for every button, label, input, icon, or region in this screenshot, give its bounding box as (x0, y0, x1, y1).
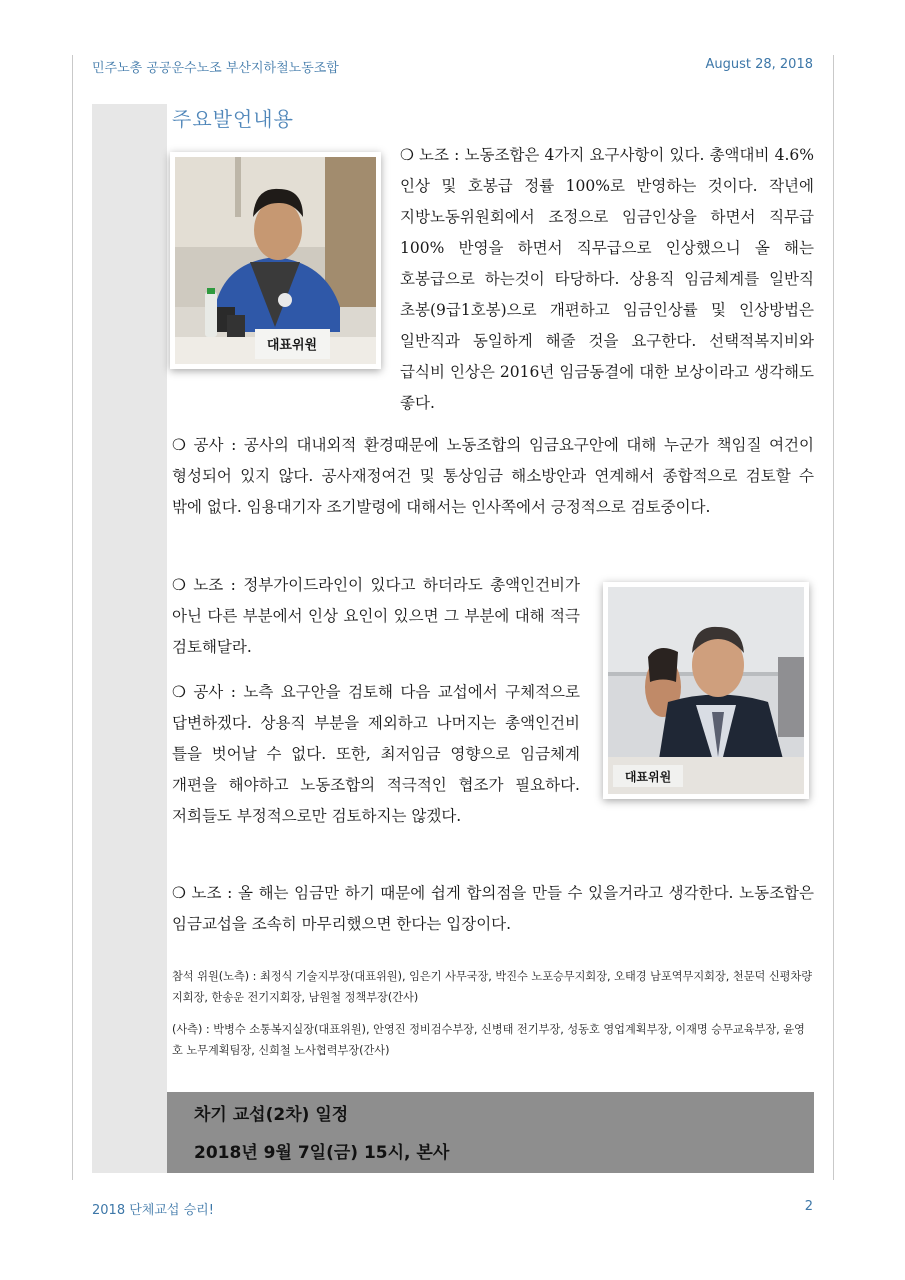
photo-company-representative (603, 582, 809, 799)
sidebar-band (92, 104, 167, 1173)
next-meeting-detail: 2018년 9월 7일(금) 15시, 본사 (194, 1143, 450, 1163)
paragraph-3: ❍ 노조 : 정부가이드라인이 있다고 하더라도 총액인건비가 아닌 다른 부분에서 인상 요인이 있으면 그 부분에 대해 적극 검토해달라. (172, 576, 580, 656)
attendees-company: (사측) : 박병수 소통복지실장(대표위원), 안영진 정비검수부장, 신병태 전기부장, 성동호 영업계획부장, 이재명 승무교육부장, 윤영호 노무계획팀장, 신희철 노사협력부장(간사) (172, 1023, 805, 1057)
photo1-caption: 대표위원 (266, 338, 318, 353)
paragraph-2: ❍ 공사 : 공사의 대내외적 환경때문에 노동조합의 임금요구안에 대해 누군가 책임질 여건이 형성되어 있지 않다. 공사재정여건 및 통상임금 해소방안과 연계해서 종합적으로 검토할 수 밖에 없다. 임용대기자 조기발령에 대해서는 인사쪽에서 긍정적으로 검토중이다. (172, 436, 814, 516)
header-date: August 28, 2018 (705, 57, 813, 72)
header-org: 민주노총 공공운수노조 부산지하철노동조합 (92, 61, 339, 76)
photo-union-representative (170, 152, 381, 369)
left-rule (72, 55, 73, 1180)
page-number: 2 (804, 1199, 813, 1214)
attendees-union: 참석 위원(노측) : 최정식 기술지부장(대표위원), 임은기 사무국장, 박진수 노포승무지회장, 오태경 남포역무지회장, 천문덕 신평차량지회장, 한송운 전기지회장, 남원철 정책부장(간사) (172, 970, 813, 1004)
paragraph-1: ❍ 노조 : 노동조합은 4가지 요구사항이 있다. 총액대비 4.6% 인상 및 호봉급 정률 100%로 반영하는 것이다. 작년에 지방노동위원회에서 조정으로 임금인상을 하면서 직무급 100% 반영을 하면서 직무급으로 인상했으니 올 해는 호봉급으로 하는것이 타당하다. 상용직 임금체계를 일반직 초봉(9급1호봉)으로 개편하고 임금인상률 및 인상방법은 일반직과 동일하게 해줄 것을 요구한다. 선택적복지비와 급식비 인상은 2016년 임금동결에 대한 보상이라고 생각해도 좋다. (400, 146, 814, 412)
paragraph-5: ❍ 노조 : 올 해는 임금만 하기 때문에 쉽게 합의점을 만들 수 있을거라고 생각한다. 노동조합은 임금교섭을 조속히 마무리했으면 한다는 입장이다. (172, 884, 814, 933)
next-meeting-title: 차기 교섭(2차) 일정 (194, 1105, 349, 1125)
right-rule (833, 55, 834, 1180)
paragraph-4: ❍ 공사 : 노측 요구안을 검토해 다음 교섭에서 구체적으로 답변하겠다. 상용직 부분을 제외하고 나머지는 총액인건비 틀을 벗어날 수 없다. 또한, 최저임금 영향으로 임금체계 개편을 해야하고 노동조합의 적극적인 협조가 필요하다. 저희들도 부정적으로만 검토하지는 않겠다. (172, 683, 580, 825)
footer-slogan: 2018 단체교섭 승리! (92, 1203, 214, 1218)
photo2-caption: 대표위원 (624, 770, 672, 784)
section-title: 주요발언내용 (172, 107, 294, 131)
next-meeting-box (167, 1092, 814, 1173)
